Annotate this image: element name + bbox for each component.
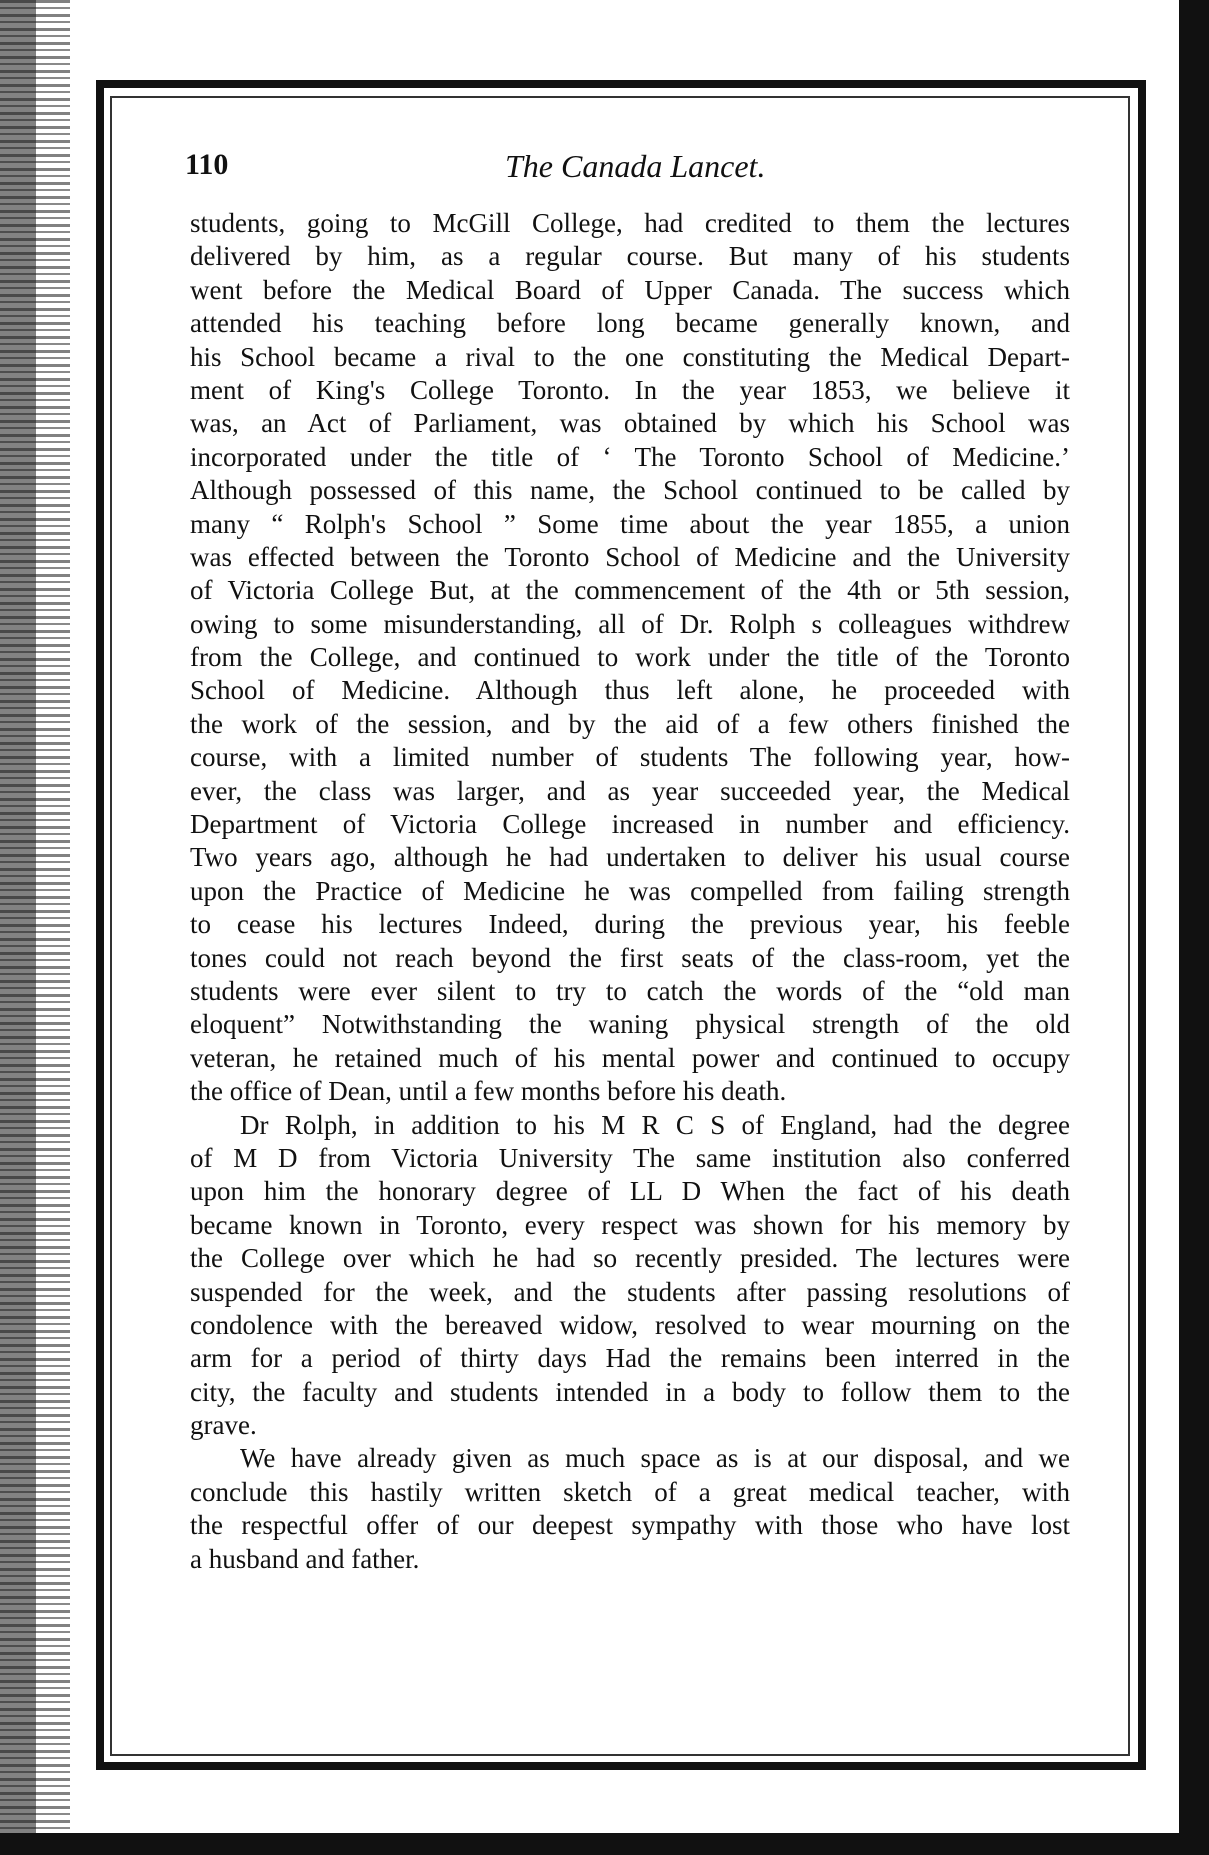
paragraph [190,1109,1070,1443]
article-body [190,207,1070,1576]
scan-edge-right [1179,0,1209,1855]
text-line: the respectful offer of our deepest sympathy with those who have lost [190,1510,1070,1541]
text-line: We have already given as much space as is at our disposal, and we [240,1443,1070,1474]
text-line: the College over which he had so recently presided. The lectures were [190,1243,1070,1274]
text-line: course, with a limited number of students The following year, how- [190,742,1070,773]
page-number: 110 [185,148,229,181]
journal-title: The Canada Lancet. [505,148,766,184]
paragraph [190,207,1070,1109]
text-line: to cease his lectures Indeed, during the previous year, his feeble [190,909,1070,940]
text-line: conclude this hastily written sketch of a great medical teacher, with [190,1476,1070,1507]
scan-edge-left-dark [0,0,36,1855]
text-line: many “ Rolph's School ” Some time about the year 1855, a union [190,508,1070,539]
text-line: became known in Toronto, every respect was shown for his memory by [190,1209,1070,1240]
text-line: eloquent” Notwithstanding the waning physical strength of the old [190,1009,1070,1040]
text-line: of Victoria College But, at the commencement of the 4th or 5th session, [190,575,1070,606]
text-line: students were ever silent to try to catch the words of the “old man [190,975,1070,1006]
text-line: veteran, he retained much of his mental power and continued to occupy [190,1042,1070,1073]
text-line: Two years ago, although he had undertaken to deliver his usual course [190,842,1070,873]
text-line: from the College, and continued to work under the title of the Toronto [190,642,1070,673]
text-line: ment of King's College Toronto. In the year 1853, we believe it [190,374,1070,405]
text-line: his School became a rival to the one constituting the Medical Depart- [190,341,1070,372]
text-line: Department of Victoria College increased in number and efficiency. [190,809,1070,840]
text-line: incorporated under the title of ‘ The Toronto School of Medicine.’ [190,441,1070,472]
text-line: attended his teaching before long became generally known, and [190,308,1070,339]
text-line: ever, the class was larger, and as year succeeded year, the Medical [190,775,1070,806]
text-line: tones could not reach beyond the first seats of the class-room, yet the [190,942,1070,973]
text-line: city, the faculty and students intended in a body to follow them to the [190,1376,1070,1407]
text-line: was effected between the Toronto School of Medicine and the University [190,541,1070,572]
text-line: of M D from Victoria University The same institution also conferred [190,1142,1070,1173]
paragraph [190,1442,1070,1576]
text-line: delivered by him, as a regular course. But many of his students [190,241,1070,272]
text-line: the office of Dean, until a few months before his death. [190,1076,787,1107]
text-line: Although possessed of this name, the School continued to be called by [190,475,1070,506]
text-line: went before the Medical Board of Upper Canada. The success which [190,274,1070,305]
scan-edge-bottom [0,1833,1209,1855]
text-line: was, an Act of Parliament, was obtained by which his School was [190,408,1070,439]
text-line: a husband and father. [190,1543,420,1574]
text-line: grave. [190,1410,257,1441]
text-line: the work of the session, and by the aid of a few others finished the [190,708,1070,739]
text-line: students, going to McGill College, had credited to them the lectures [190,208,1070,238]
text-line: School of Medicine. Although thus left alone, he proceeded with [190,675,1070,706]
running-head [185,148,1075,188]
text-line: upon the Practice of Medicine he was compelled from failing strength [190,875,1070,906]
text-line: upon him the honorary degree of LL D When the fact of his death [190,1176,1070,1207]
text-line: owing to some misunderstanding, all of Dr. Rolph s colleagues withdrew [190,608,1070,639]
text-line: suspended for the week, and the students after passing resolutions of [190,1276,1070,1307]
text-line: Dr Rolph, in addition to his M R C S of England, had the degree [240,1109,1070,1140]
text-line: condolence with the bereaved widow, resolved to wear mourning on the [190,1309,1070,1340]
text-line: arm for a period of thirty days Had the remains been interred in the [190,1343,1070,1374]
